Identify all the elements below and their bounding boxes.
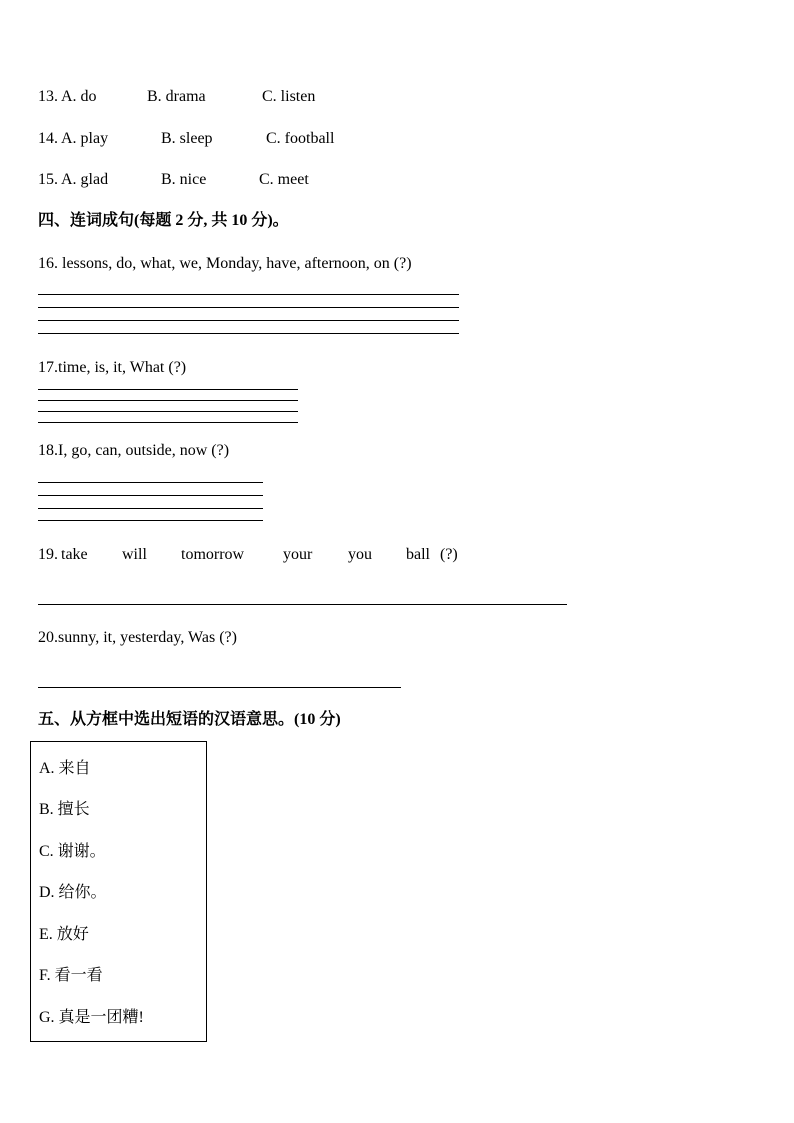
answer-line[interactable] (38, 307, 459, 308)
option-item: A. 来自 (39, 760, 91, 777)
answer-line[interactable] (38, 411, 298, 412)
answer-line[interactable] (38, 604, 567, 605)
scrambled-word: your (283, 546, 313, 563)
scrambled-word: will (122, 546, 147, 563)
scrambled-word: (?) (440, 546, 458, 563)
option-item: C. 谢谢。 (39, 843, 106, 860)
option-b: B. sleep (161, 130, 213, 147)
option-a: A. do (61, 88, 97, 105)
answer-line[interactable] (38, 294, 459, 295)
question-number: 19. (38, 546, 58, 563)
answer-line[interactable] (38, 508, 263, 509)
answer-line[interactable] (38, 400, 298, 401)
option-c: C. listen (262, 88, 316, 105)
answer-line[interactable] (38, 422, 298, 423)
option-item: B. 擅长 (39, 801, 90, 818)
question-20: 20.sunny, it, yesterday, Was (?) (38, 629, 237, 646)
section-4-heading: 四、连词成句(每题 2 分, 共 10 分)。 (38, 212, 289, 229)
option-item: D. 给你。 (39, 884, 107, 901)
option-item: F. 看一看 (39, 967, 103, 984)
answer-line[interactable] (38, 389, 298, 390)
option-a: A. glad (61, 171, 109, 188)
option-c: C. football (266, 130, 335, 147)
option-b: B. nice (161, 171, 207, 188)
question-number: 15. (38, 171, 58, 188)
section-5-heading: 五、从方框中选出短语的汉语意思。(10 分) (38, 711, 341, 728)
question-number: 13. (38, 88, 58, 105)
question-18: 18.I, go, can, outside, now (?) (38, 442, 230, 459)
option-item: E. 放好 (39, 926, 89, 943)
scrambled-word: you (348, 546, 372, 563)
answer-line[interactable] (38, 320, 459, 321)
answer-line[interactable] (38, 482, 263, 483)
option-b: B. drama (147, 88, 206, 105)
answer-line[interactable] (38, 495, 263, 496)
options-box (30, 741, 207, 1042)
option-item: G. 真是一团糟! (39, 1009, 144, 1026)
scrambled-word: ball (406, 546, 430, 563)
option-a: A. play (61, 130, 109, 147)
answer-line[interactable] (38, 520, 263, 521)
question-16: 16. lessons, do, what, we, Monday, have, afternoon, on (?) (38, 255, 412, 272)
question-17: 17.time, is, it, What (?) (38, 359, 187, 376)
option-c: C. meet (259, 171, 309, 188)
scrambled-word: tomorrow (181, 546, 245, 563)
question-number: 14. (38, 130, 58, 147)
answer-line[interactable] (38, 333, 459, 334)
answer-line[interactable] (38, 687, 401, 688)
scrambled-word: take (61, 546, 88, 563)
